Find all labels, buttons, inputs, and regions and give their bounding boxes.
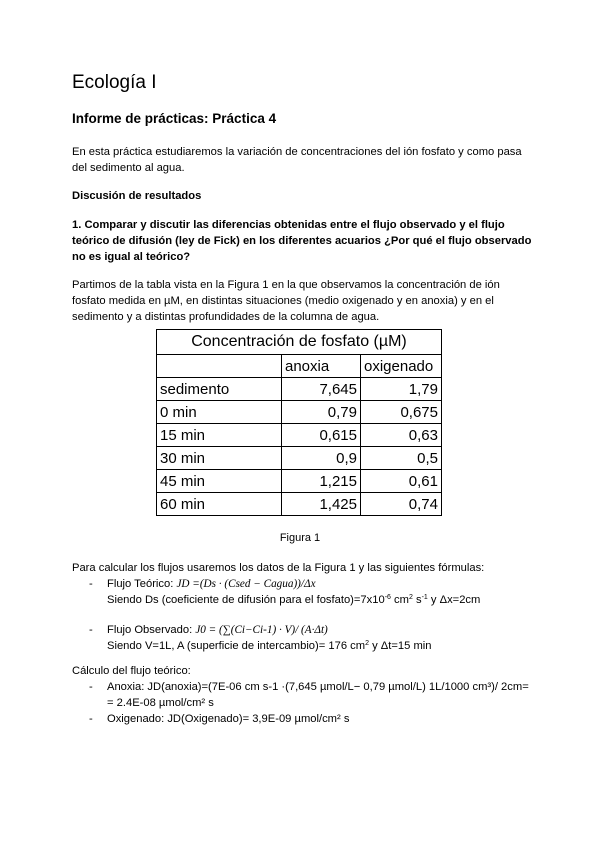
document-title: Ecología I — [72, 72, 157, 93]
cell-oxigenado: 0,74 — [361, 493, 442, 516]
cell-oxigenado: 0,63 — [361, 424, 442, 447]
table-row — [157, 447, 442, 470]
calc-oxigenado-line: Oxigenado: JD(Oxigenado)= 3,9E-09 µmol/cm² s — [107, 713, 350, 725]
figure-caption: Figura 1 — [279, 532, 321, 544]
cell-anoxia: 0,79 — [282, 401, 361, 424]
intro-paragraph: En esta práctica estudiaremos la variación de concentraciones del ión fosfato y como pasa del sedimento al agua. — [72, 146, 522, 174]
flujo-teorico-label: Flujo Teórico: — [107, 578, 177, 590]
cell-anoxia: 0,9 — [282, 447, 361, 470]
cell-anoxia: 1,425 — [282, 493, 361, 516]
formulas-intro: Para calcular los flujos usaremos los datos de la Figura 1 y las siguientes fórmulas: — [72, 562, 485, 574]
calc-heading: Cálculo del flujo teórico: — [72, 665, 191, 677]
row-label: 15 min — [157, 424, 282, 447]
table-row — [157, 378, 442, 401]
table-intro-paragraph: Partimos de la tabla vista en la Figura 1 en la que observamos la concentración de ión fosfato medida en µM, en distintas situaciones (medio oxigenado y en anoxia) y en el sedimento y a distintas profundidades de la columna de agua. — [72, 279, 500, 323]
row-label: 30 min — [157, 447, 282, 470]
calc-anoxia-line1: Anoxia: JD(anoxia)=(7E-06 cm s-1 ·(7,645 µmol/L− 0,79 µmol/L) 1L/1000 cm³)/ 2cm= — [107, 681, 529, 693]
column-header-anoxia: anoxia — [282, 355, 361, 378]
cell-anoxia: 0,615 — [282, 424, 361, 447]
cell-oxigenado: 0,5 — [361, 447, 442, 470]
flujo-observado-formula: J0 = (∑(Ci−Ci-1) · V)/ (A·Δt) — [195, 624, 328, 636]
cell-oxigenado: 0,675 — [361, 401, 442, 424]
cell-anoxia: 7,645 — [282, 378, 361, 401]
phosphate-table — [156, 329, 442, 516]
flujo-observado-label: Flujo Observado: — [107, 624, 196, 636]
question-1: 1. Comparar y discutir las diferencias obtenidas entre el flujo observado y el flujo teórico de difusión (ley de Fick) en los diferentes acuarios ¿Por qué el flujo observado no es igual al teórico? — [72, 219, 532, 263]
table-row — [157, 493, 442, 516]
cell-oxigenado: 1,79 — [361, 378, 442, 401]
table-row — [157, 401, 442, 424]
row-label: 0 min — [157, 401, 282, 424]
cell-oxigenado: 0,61 — [361, 470, 442, 493]
bullet-dash: - — [89, 681, 93, 693]
table-corner — [157, 355, 282, 378]
bullet-dash: - — [89, 578, 93, 590]
row-label: 45 min — [157, 470, 282, 493]
row-label: 60 min — [157, 493, 282, 516]
bullet-dash: - — [89, 624, 93, 636]
column-header-oxigenado: oxigenado — [361, 355, 442, 378]
cell-anoxia: 1,215 — [282, 470, 361, 493]
table-row — [157, 470, 442, 493]
table-caption: Concentración de fosfato (µM) — [157, 330, 442, 355]
flujo-teorico-formula: JD =(Ds · (Csed − Cagua))/Δx — [176, 578, 316, 590]
flujo-teorico-desc: Siendo Ds (coeficiente de difusión para el $fosfato)=7x10^{-6}$ $cm^2$ $s^{-1}$ y Δx=2cm — [107, 594, 481, 606]
section-heading: Discusión de resultados — [72, 190, 202, 202]
table-row — [157, 424, 442, 447]
bullet-dash: - — [89, 713, 93, 725]
report-subtitle: Informe de prácticas: Práctica 4 — [72, 111, 277, 126]
flujo-observado-desc: Siendo V=1L, A (superficie de intercambio)= 176 $cm^2$ y Δt=15 min — [107, 640, 432, 652]
calc-anoxia-line2: = 2.4E-08 µmol/cm² s — [107, 697, 214, 709]
row-label: sedimento — [157, 378, 282, 401]
